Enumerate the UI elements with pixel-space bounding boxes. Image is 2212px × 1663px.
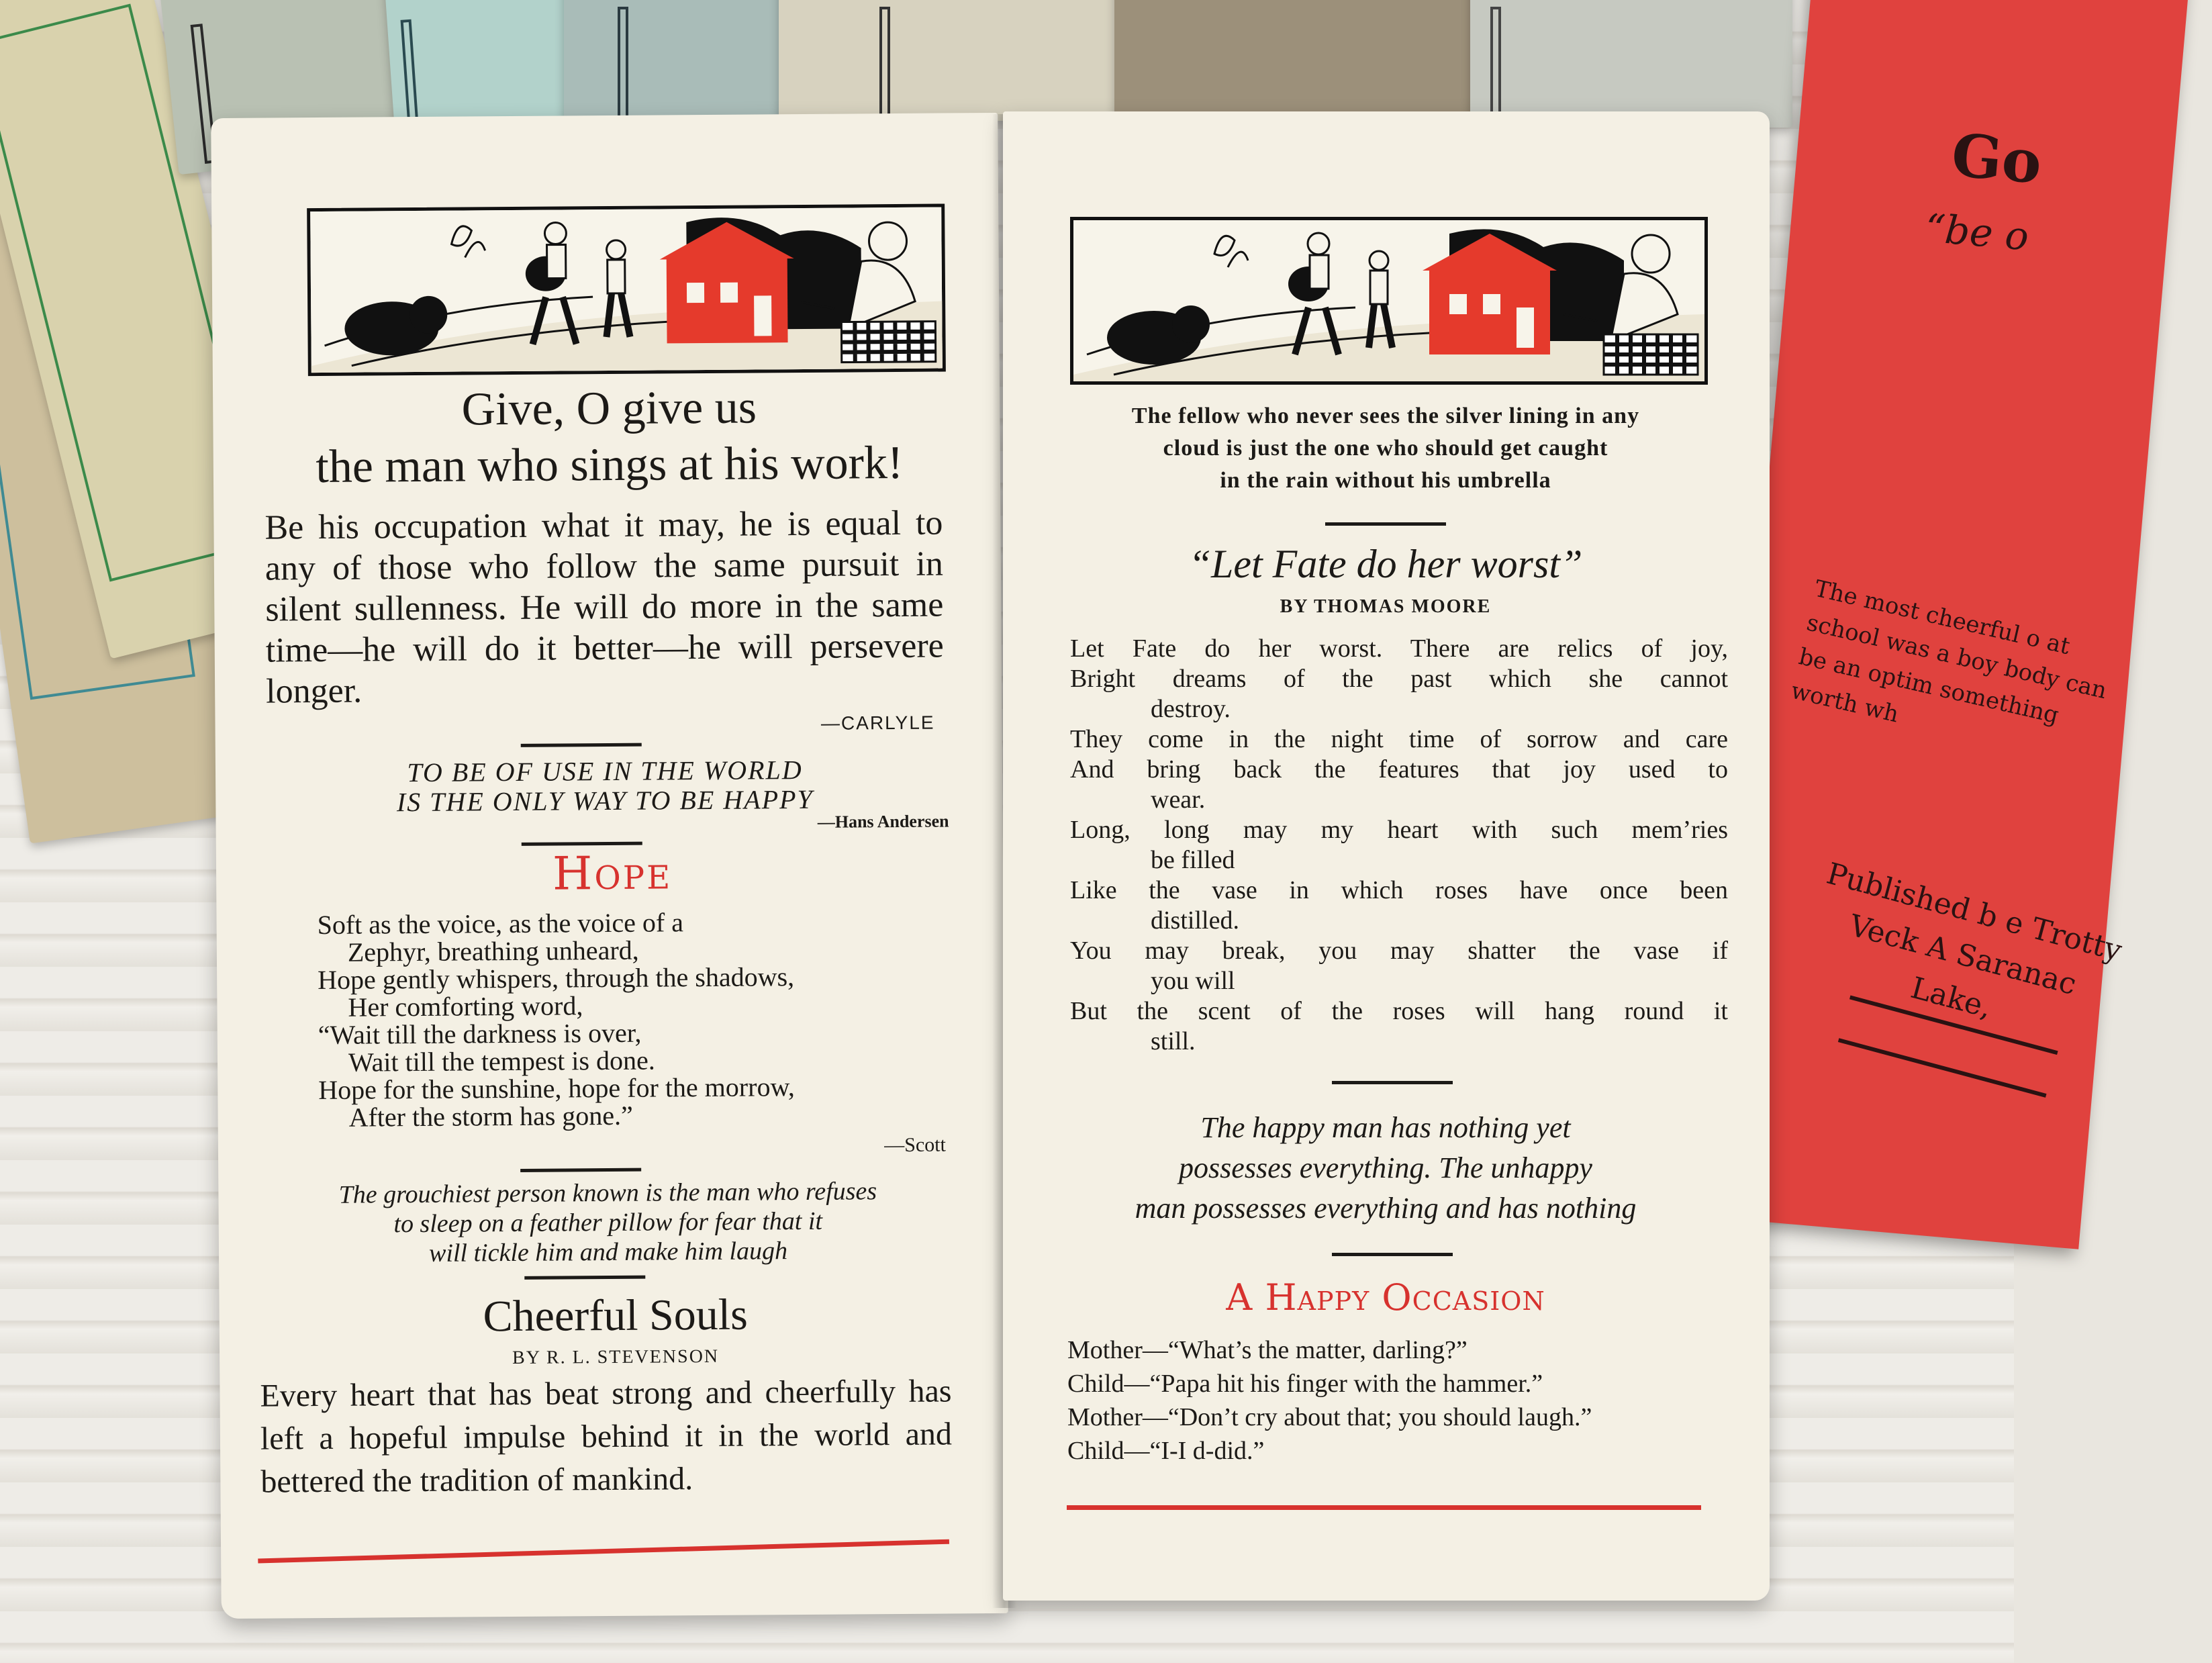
quote-line: possesses everything. The unhappy bbox=[1179, 1151, 1592, 1184]
poem-line: Hope for the sunshine, hope for the morrow, bbox=[318, 1072, 795, 1106]
left-page bbox=[211, 113, 1008, 1619]
cheerful-souls-byline: BY R. L. STEVENSON bbox=[512, 1345, 720, 1369]
divider bbox=[524, 1276, 645, 1280]
quote-line: The grouchiest person known is the man who refuses bbox=[338, 1177, 877, 1209]
dialog-line: Child—“I-I d-did.” bbox=[1067, 1437, 1265, 1465]
fate-poem bbox=[1070, 634, 1728, 1057]
carlyle-quote-body: Be his occupation what it may, he is equal to any of those who follow the same pursuit in silent sullenness. He will do more in the same time—he will do it better—he will persevere longer. bbox=[265, 504, 944, 711]
quote-line: The happy man has nothing yet bbox=[1200, 1111, 1571, 1144]
hope-poem bbox=[317, 907, 922, 1131]
quote-line: cloud is just the one who should get caught bbox=[1163, 436, 1608, 461]
red-rule bbox=[1067, 1505, 1701, 1510]
happy-occasion-title: A Happy Occasion bbox=[1226, 1276, 1545, 1319]
poem-line: Like the vase in which roses have once been bbox=[1070, 876, 1728, 904]
andersen-attribution: —Hans Andersen bbox=[817, 811, 949, 832]
poem-line: distilled. bbox=[1151, 906, 1239, 935]
poem-line: And bring back the features that joy used to bbox=[1070, 755, 1728, 783]
red-rule bbox=[258, 1539, 949, 1564]
quote-line: man possesses everything and has nothing bbox=[1135, 1192, 1637, 1225]
red-booklet-title: Go bbox=[1949, 120, 2045, 197]
right-page bbox=[1003, 111, 1770, 1601]
background-booklet bbox=[1470, 0, 1792, 128]
poem-line: destroy. bbox=[1151, 695, 1231, 723]
grouch-quote bbox=[265, 1176, 951, 1269]
quote-line: will tickle him and make him laugh bbox=[428, 1237, 788, 1268]
hope-title: Hope bbox=[552, 847, 673, 901]
divider bbox=[520, 1168, 641, 1172]
poem-line: Long, long may my heart with such mem’ries bbox=[1070, 816, 1728, 844]
divider bbox=[522, 842, 642, 846]
heading-line: Give, O give us bbox=[461, 381, 757, 436]
quote-line: in the rain without his umbrella bbox=[1220, 468, 1551, 493]
red-booklet-subtitle: “be o bbox=[1923, 205, 2031, 260]
divider bbox=[1332, 1253, 1453, 1256]
quote-line: The fellow who never sees the silver lining in any bbox=[1131, 403, 1640, 428]
carlyle-heading bbox=[253, 378, 965, 495]
dialog-line: Mother—“Don’t cry about that; you should laugh.” bbox=[1067, 1403, 1592, 1431]
background-booklet bbox=[1114, 0, 1504, 121]
background-booklet bbox=[564, 0, 806, 128]
poem-line: wear. bbox=[1151, 786, 1206, 814]
quote-line: IS THE ONLY WAY TO BE HAPPY bbox=[396, 783, 814, 818]
poem-line: still. bbox=[1151, 1027, 1196, 1055]
cheerful-souls-body: Every heart that has beat strong and cheerfully has left a hopeful impulse behind it in the world and bettered the tradition of mankind. bbox=[260, 1373, 953, 1500]
happy-occasion-dialog bbox=[1067, 1333, 1739, 1468]
poem-line: They come in the night time of sorrow and care bbox=[1070, 725, 1728, 753]
header-illustration bbox=[1070, 217, 1708, 385]
background-booklet bbox=[779, 0, 1114, 121]
divider bbox=[1325, 522, 1446, 526]
poem-line: Her comforting word, bbox=[348, 990, 583, 1023]
poem-line: But the scent of the roses will hang round it bbox=[1070, 997, 1728, 1025]
poem-line: Let Fate do her worst. There are relics of joy, bbox=[1070, 634, 1728, 663]
poem-line: be filled bbox=[1151, 846, 1235, 874]
poem-line: Soft as the voice, as the voice of a bbox=[317, 907, 684, 941]
poem-line: you will bbox=[1151, 967, 1235, 995]
poem-line: After the storm has gone.” bbox=[348, 1100, 633, 1133]
silver-lining-quote bbox=[1050, 400, 1721, 497]
poem-line: You may break, you may shatter the vase if bbox=[1070, 937, 1728, 965]
red-booklet-publisher: Published b e Trotty Veck A Saranac Lake, bbox=[1823, 856, 2126, 1025]
happy-man-quote bbox=[1050, 1108, 1721, 1229]
divider bbox=[1332, 1081, 1453, 1084]
header-illustration bbox=[307, 203, 946, 376]
fate-title: “Let Fate do her worst” bbox=[1188, 542, 1583, 586]
dialog-line: Mother—“What’s the matter, darling?” bbox=[1067, 1336, 1468, 1364]
scott-attribution: —Scott bbox=[884, 1133, 947, 1157]
dialog-line: Child—“Papa hit his finger with the hammer.” bbox=[1067, 1370, 1543, 1398]
poem-line: Wait till the tempest is done. bbox=[348, 1045, 655, 1078]
red-booklet-blurb: The most cheerful o at school was a boy body can be an optim something worth wh bbox=[1788, 575, 2109, 730]
poem-line: Hope gently whispers, through the shadows, bbox=[318, 961, 795, 996]
poem-line: Zephyr, breathing unheard, bbox=[347, 935, 639, 967]
fate-byline: BY THOMAS MOORE bbox=[1280, 596, 1492, 617]
carlyle-attribution: —CARLYLE bbox=[820, 712, 935, 734]
heading-line: the man who sings at his work! bbox=[316, 436, 904, 493]
poem-line: Bright dreams of the past which she cannot bbox=[1070, 665, 1728, 693]
andersen-quote bbox=[296, 755, 914, 818]
quote-line: to sleep on a feather pillow for fear that it bbox=[393, 1206, 823, 1239]
quote-line: TO BE OF USE IN THE WORLD bbox=[407, 754, 803, 788]
cheerful-souls-title: Cheerful Souls bbox=[483, 1290, 748, 1341]
poem-line: “Wait till the darkness is over, bbox=[318, 1017, 642, 1051]
divider bbox=[521, 743, 642, 747]
